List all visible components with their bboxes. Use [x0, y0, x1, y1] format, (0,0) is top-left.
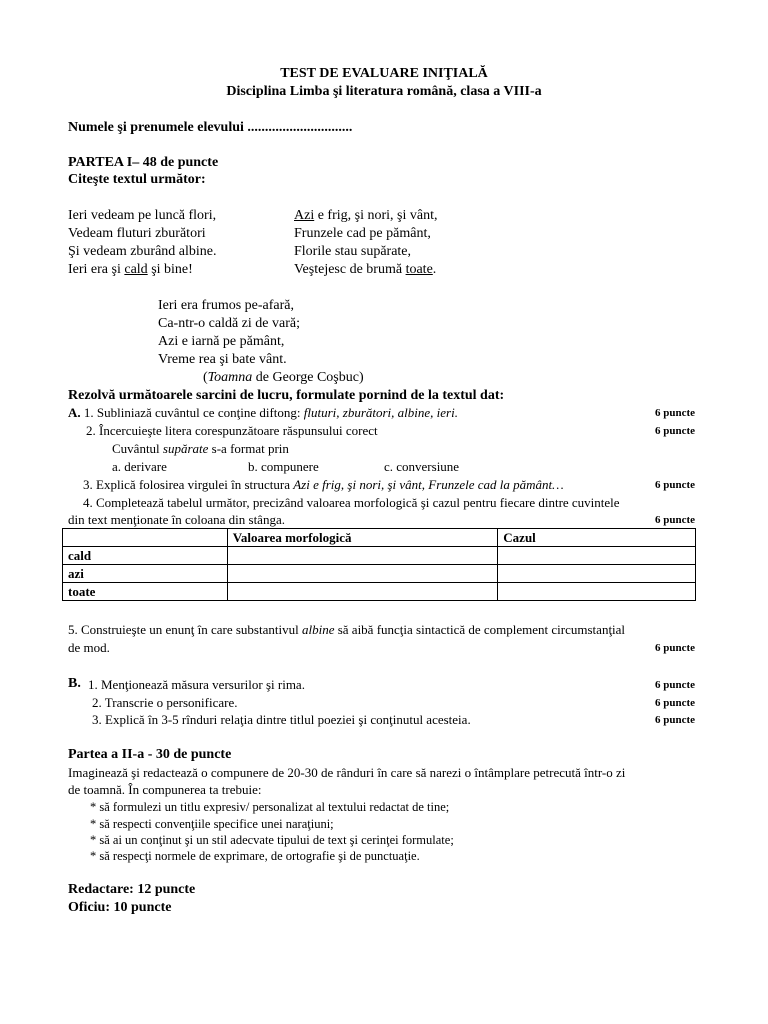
table-cell-empty[interactable] [498, 583, 696, 601]
morphology-table [62, 528, 696, 601]
table-row [63, 583, 696, 601]
poem-line: Frunzele cad pe pământ, [294, 226, 431, 241]
table-cell-empty[interactable] [227, 547, 498, 565]
part2-text-line1: Imaginează şi redactează o compunere de 20-30 de rânduri în care să narezi o întâmplare petrecută într-o zi [68, 765, 626, 780]
poem-text: . [432, 262, 437, 277]
task-a5-line2: de mod. [68, 640, 110, 655]
task-words: albine [301, 622, 335, 637]
table-header-cell [63, 529, 228, 547]
section-label: A. [68, 405, 81, 420]
table-cell-empty[interactable] [227, 565, 498, 583]
poem-line: Şi vedeam zburând albine. [68, 244, 217, 259]
table-row-label: azi [63, 565, 228, 583]
task-a4-line2: din text menţionate în coloana din stânga. [68, 512, 285, 527]
task-text: s-a format prin [208, 441, 289, 456]
poem-title: Toamna [207, 370, 253, 385]
underlined-word: toate [405, 262, 433, 277]
task-b1: 1. Menţionează măsura versurilor şi rima. [88, 677, 305, 692]
poem-line [68, 262, 193, 278]
points-label: 6 puncte [655, 642, 696, 654]
task-words: Azi e frig, şi nori, şi vânt, Frunzele cad la pământ… [293, 477, 564, 492]
table-cell-empty[interactable] [498, 565, 696, 583]
table-header-cell: Cazul [498, 529, 696, 547]
option-b: b. compunere [248, 459, 319, 474]
table-row [63, 565, 696, 583]
poem-line: Ca-ntr-o caldă zi de vară; [158, 316, 300, 331]
task-words: supărate [162, 441, 209, 456]
points-label: 6 puncte [655, 425, 696, 437]
poem-text: e frig, şi nori, şi vânt, [314, 208, 438, 223]
poem-line: Azi e iarnă pe pământ, [158, 334, 285, 349]
option-c: c. conversiune [384, 459, 460, 474]
section-b-label: B. [68, 676, 81, 691]
task-words: fluturi, zburători, albine, ieri. [303, 405, 458, 420]
table-row-label: cald [63, 547, 228, 565]
poem-line: Vreme rea şi bate vânt. [158, 352, 287, 367]
student-name-line: Numele şi prenumele elevului .............................. [68, 120, 353, 135]
task-a4-line1: 4. Completează tabelul următor, precizând valoarea morfologică şi cazul pentru fiecare dintre cuvintele [83, 495, 620, 510]
points-label: 6 puncte [655, 479, 696, 491]
test-subtitle: Disciplina Limba şi literatura română, clasa a VIII-a [226, 84, 542, 99]
poem-source [203, 370, 364, 386]
underlined-word: Azi [294, 208, 315, 223]
table-row [63, 547, 696, 565]
underlined-word: cald [124, 262, 148, 277]
task-text: 5. Construieşte un enunţ în care substantivul [68, 622, 302, 637]
task-b2: 2. Transcrie o personificare. [92, 695, 238, 710]
task-text: Cuvântul [112, 441, 163, 456]
task-text: 1. Subliniază cuvântul ce conţine diftong: [80, 405, 304, 420]
part1-heading: PARTEA I– 48 de puncte [68, 155, 219, 170]
poem-line [294, 262, 436, 278]
points-label: 6 puncte [655, 514, 696, 526]
task-a2: 2. Încercuieşte litera corespunzătoare răspunsului corect [86, 423, 378, 438]
poem-line: Florile stau supărate, [294, 244, 412, 259]
part2-requirement: * să ai un conţinut şi un stil adecvate tipului de text şi cerinţei formulate; [90, 833, 454, 847]
table-cell-empty[interactable] [227, 583, 498, 601]
option-a: a. derivare [112, 459, 167, 474]
task-a1 [68, 405, 458, 421]
poem-text: şi bine! [147, 262, 193, 277]
poem-line: Vedeam fluturi zburători [68, 226, 206, 241]
points-label: 6 puncte [655, 407, 696, 419]
part2-requirement: * să formulezi un titlu expresiv/ personalizat al textului redactat de tine; [90, 800, 450, 814]
points-label: 6 puncte [655, 697, 696, 709]
redactare-points: Redactare: 12 puncte [68, 882, 196, 897]
points-label: 6 puncte [655, 679, 696, 691]
table-header-cell: Valoarea morfologică [227, 529, 498, 547]
poem-line [294, 208, 437, 224]
task-a5-line1 [68, 622, 625, 638]
poem-line: Ieri vedeam pe luncă flori, [68, 208, 217, 223]
task-a3 [83, 477, 564, 493]
part1-instruction: Citeşte textul următor: [68, 172, 206, 187]
task-b3: 3. Explică în 3-5 rînduri relaţia dintre titlul poeziei şi conţinutul acesteia. [92, 712, 471, 727]
part2-requirement: * să respecti convenţiile specifice unei naraţiuni; [90, 817, 334, 831]
test-title: TEST DE EVALUARE INIŢIALĂ [280, 66, 488, 81]
task-text: să aibă funcţia sintactică de complement circumstanţial [334, 622, 626, 637]
poem-text: ( [203, 370, 208, 385]
poem-line: Ieri era frumos pe-afară, [158, 298, 295, 313]
table-header-row [63, 529, 696, 547]
poem-author: de George Coşbuc) [252, 370, 364, 385]
tasks-heading: Rezolvă următoarele sarcini de lucru, formulate pornind de la textul dat: [68, 388, 505, 403]
part2-text-line2: de toamnă. În compunerea ta trebuie: [68, 782, 262, 797]
task-text: 3. Explică folosirea virgulei în structura [83, 477, 294, 492]
task-a2-sub [112, 441, 289, 457]
table-row-label: toate [63, 583, 228, 601]
points-label: 6 puncte [655, 714, 696, 726]
poem-text: Veştejesc de brumă [294, 262, 406, 277]
oficiu-points: Oficiu: 10 puncte [68, 900, 172, 915]
poem-text: Ieri era şi [68, 262, 125, 277]
part2-requirement: * să respecţi normele de exprimare, de ortografie şi de punctuaţie. [90, 849, 420, 863]
part2-heading: Partea a II-a - 30 de puncte [68, 747, 232, 762]
table-cell-empty[interactable] [498, 547, 696, 565]
